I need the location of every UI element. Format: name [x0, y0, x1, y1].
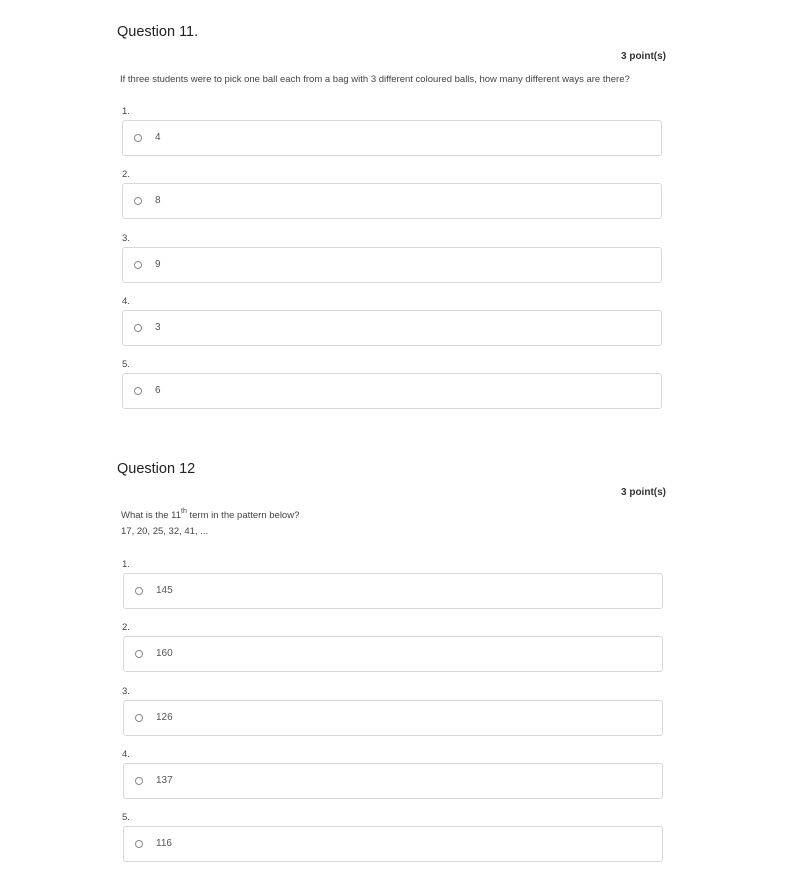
- option-number: 4.: [122, 749, 130, 760]
- radio-button[interactable]: [135, 714, 143, 722]
- option-label: 137: [156, 775, 173, 786]
- option-number: 2.: [122, 169, 130, 180]
- option-label: 4: [155, 132, 161, 143]
- option-2[interactable]: [122, 183, 662, 219]
- ordinal-suffix: th: [181, 507, 187, 515]
- option-1[interactable]: [123, 573, 663, 609]
- question-title: Question 11.: [117, 24, 199, 40]
- option-5[interactable]: [123, 826, 663, 862]
- pattern-sequence: 17, 20, 25, 32, 41, ...: [121, 526, 209, 537]
- question-text-part: What is the 11: [121, 510, 182, 521]
- option-label: 9: [155, 259, 161, 270]
- option-label: 8: [155, 195, 161, 206]
- option-number: 2.: [122, 622, 130, 633]
- option-number: 3.: [122, 686, 130, 697]
- radio-button[interactable]: [135, 587, 143, 595]
- radio-button[interactable]: [134, 387, 142, 395]
- option-label: 126: [156, 712, 173, 723]
- option-label: 160: [156, 648, 173, 659]
- question-points: 3 point(s): [621, 487, 666, 498]
- option-number: 5.: [122, 812, 130, 823]
- option-4[interactable]: [122, 310, 662, 346]
- question-text-part: term in the pattern below?: [186, 510, 300, 521]
- option-number: 4.: [122, 296, 130, 307]
- option-3[interactable]: [122, 247, 662, 283]
- option-number: 1.: [122, 559, 130, 570]
- option-3[interactable]: [123, 700, 663, 736]
- question-text: [121, 508, 299, 540]
- option-1[interactable]: [122, 120, 662, 156]
- radio-button[interactable]: [134, 324, 142, 332]
- question-text: If three students were to pick one ball each from a bag with 3 different coloured balls, how many different ways are there?: [120, 74, 630, 85]
- option-number: 3.: [122, 233, 130, 244]
- radio-button[interactable]: [135, 840, 143, 848]
- radio-button[interactable]: [134, 261, 142, 269]
- option-number: 1.: [122, 106, 130, 117]
- option-label: 6: [155, 385, 161, 396]
- option-label: 145: [156, 585, 173, 596]
- radio-button[interactable]: [134, 197, 142, 205]
- option-2[interactable]: [123, 636, 663, 672]
- radio-button[interactable]: [135, 777, 143, 785]
- question-points: 3 point(s): [621, 51, 666, 62]
- radio-button[interactable]: [135, 650, 143, 658]
- option-label: 116: [156, 838, 172, 849]
- option-4[interactable]: [123, 763, 663, 799]
- option-number: 5.: [122, 359, 130, 370]
- question-title: Question 12: [117, 461, 196, 477]
- option-label: 3: [155, 322, 161, 333]
- radio-button[interactable]: [134, 134, 142, 142]
- option-5[interactable]: [122, 373, 662, 409]
